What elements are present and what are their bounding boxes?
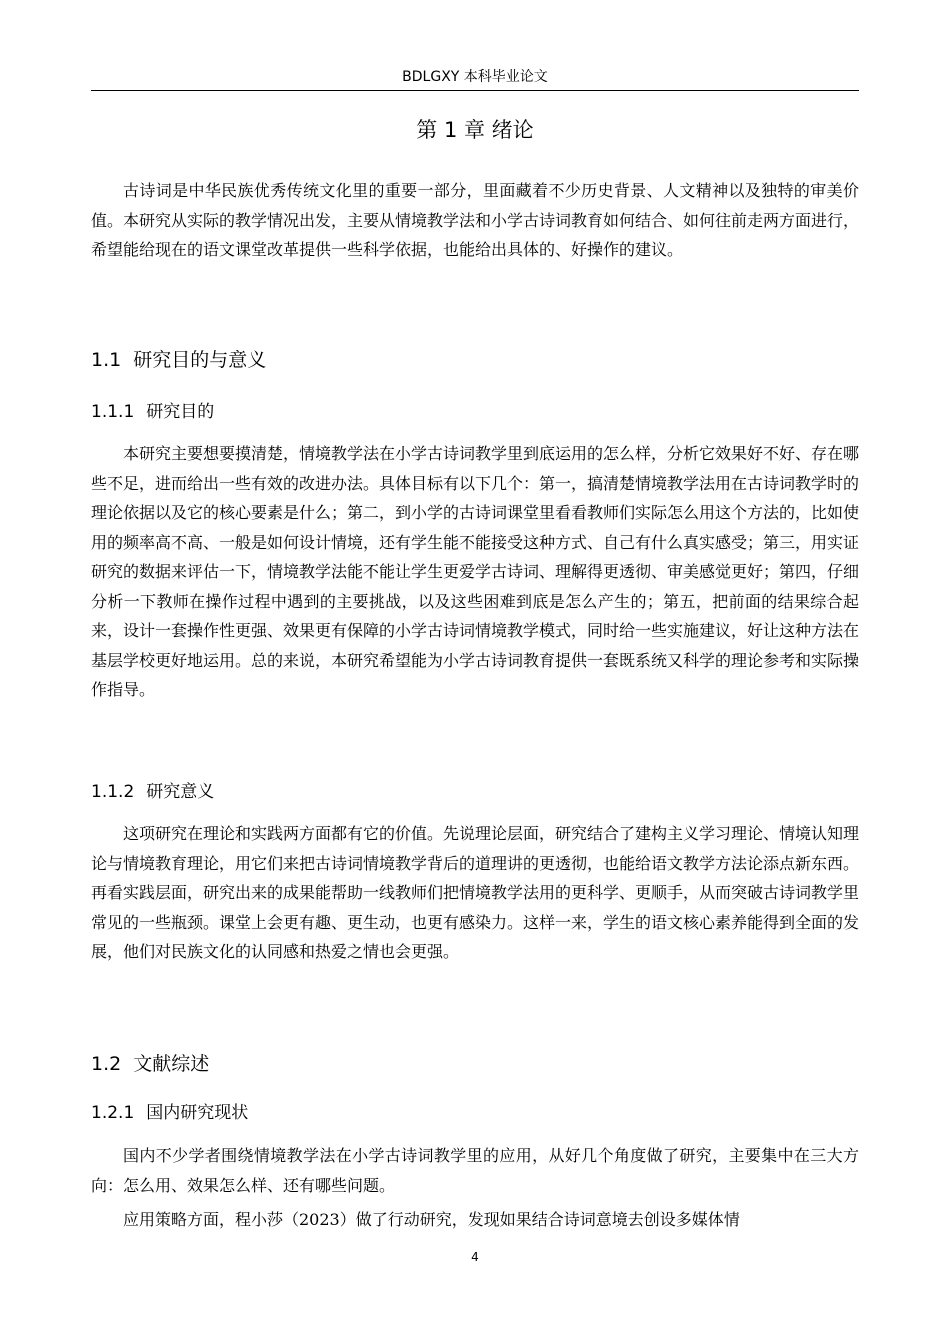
chapter-title: 第 1 章 绪论: [416, 118, 534, 142]
body-paragraph: 本研究主要想要摸清楚，情境教学法在小学古诗词教学里到底运用的怎么样，分析它效果好不好、存在哪些不足，进而给出一些有效的改进办法。具体目标有以下几个：第一，搞清楚情境教学法用在古诗词教学时的理论依据以及它的核心要素是什么；第二，到小学的古诗词课堂里看看教师们实际怎么用这个方法的，比如使用的频率高不高、一般是如何设计情境，还有学生能不能接受这种方式、自己有什么真实感受；第三，用实证研究的数据来评估一下，情境教学法能不能让学生更爱学古诗词、理解得更透彻、审美感觉更好；第四，仔细分析一下教师在操作过程中遇到的主要挑战，以及这些困难到底是怎么产生的；第五，把前面的结果综合起来，设计一套操作性更强、效果更有保障的小学古诗词情境教学模式，同时给一些实施建议，好让这种方法在基层学校更好地运用。总的来说，本研究希望能为小学古诗词教育提供一套既系统又科学的理论参考和实际操作指导。: [91, 444, 860, 699]
header-divider: [91, 90, 859, 91]
section-title: 研究目的与意义: [133, 349, 267, 371]
section-heading: [91, 347, 266, 373]
intro-paragraph: 古诗词是中华民族优秀传统文化里的重要一部分，里面藏着不少历史背景、人文精神以及独特的审美价值。本研究从实际的教学情况出发，主要从情境教学法和小学古诗词教育如何结合、如何往前走两方面进行，希望能给现在的语文课堂改革提供一些科学依据，也能给出具体的、好操作的建议。: [91, 181, 860, 259]
section-number: 1.1: [91, 349, 122, 371]
subsection-title: 国内研究现状: [146, 1103, 249, 1123]
section-number: 1.2: [91, 1053, 122, 1075]
subsection-heading: [91, 1101, 248, 1125]
subsection-heading: [91, 400, 214, 424]
body-paragraph: 国内不少学者围绕情境教学法在小学古诗词教学里的应用，从好几个角度做了研究，主要集中在三大方向：怎么用、效果怎么样、还有哪些问题。: [91, 1146, 859, 1195]
section-heading: [91, 1051, 209, 1077]
subsection-number: 1.1.2: [91, 782, 135, 802]
subsection-title: 研究目的: [146, 402, 215, 422]
subsection-heading: [91, 780, 214, 804]
subsection-number: 1.1.1: [91, 402, 135, 422]
section-title: 文献综述: [133, 1053, 210, 1075]
subsection-number: 1.2.1: [91, 1103, 135, 1123]
body-paragraph: 应用策略方面，程小莎（2023）做了行动研究，发现如果结合诗词意境去创设多媒体情: [123, 1210, 740, 1229]
page-number: 4: [471, 1250, 479, 1264]
running-header: BDLGXY 本科毕业论文: [402, 69, 548, 85]
body-paragraph: 这项研究在理论和实践两方面都有它的价值。先说理论层面，研究结合了建构主义学习理论、情境认知理论与情境教育理论，用它们来把古诗词情境教学背后的道理讲的更透彻，也能给语文教学方法论添点新东西。再看实践层面，研究出来的成果能帮助一线教师们把情境教学法用的更科学、更顺手，从而突破古诗词教学里常见的一些瓶颈。课堂上会更有趣、更生动，也更有感染力。这样一来，学生的语文核心素养能得到全面的发展，他们对民族文化的认同感和热爱之情也会更强。: [91, 824, 860, 961]
subsection-title: 研究意义: [146, 782, 215, 802]
